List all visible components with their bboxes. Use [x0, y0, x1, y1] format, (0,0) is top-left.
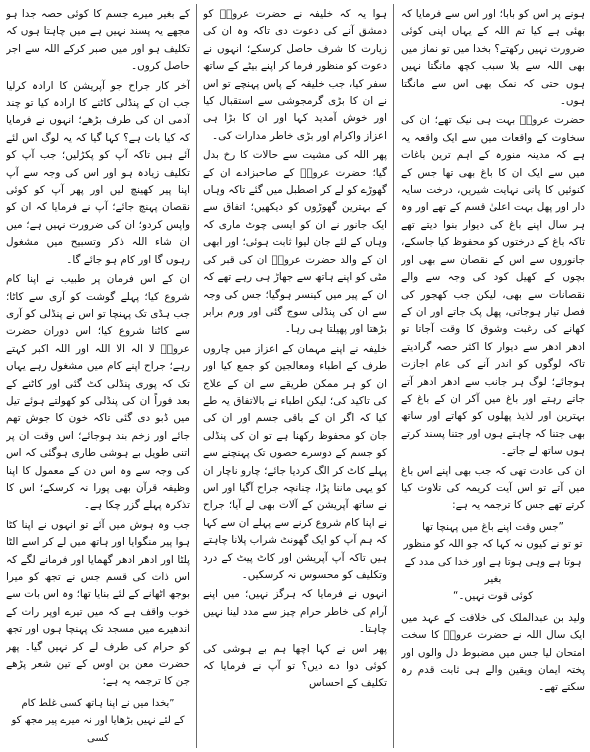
verse-line: کوئی قوت نہیں۔“	[452, 590, 534, 603]
verse-line: ”بخدا میں نے اپنا ہاتھ کسی غلط کام	[21, 697, 175, 709]
verse-line: تو تو نے کیوں نہ کہا کہ جو اللہ کو منظور	[403, 538, 583, 551]
paragraph: ہوا یہ کہ خلیفہ نے حضرت عروہؓ کو دمشق آنے کی دعوت دی تاکہ وہ ان کی زیارت کا شرف حاصل کرسکے؛ انہوں نے دعوت کو منظور فرما کر اپنے بیٹے کے ساتھ سفر کیا، جب خلیفہ کے پاس پہنچے تو اس نے ان کا بڑی گرمجوشی سے استقبال کیا اور خوش آمدید کہا اور ان کا بڑا ہی اعزاز واکرام اور بڑی خاطر مدارات کی۔	[203, 8, 387, 142]
column-divider	[393, 4, 394, 748]
paragraph: پھر اس نے کہا اچھا ہم بے ہوشی کی کوئی دوا دے دیں؟ تو آپ نے فرمایا کہ تکلیف کے احساس	[203, 642, 387, 690]
paragraph: انہوں نے فرمایا کہ ہرگز نہیں؛ میں اپنے آرام کی خاطر حرام چیز سے مدد لینا نہیں چاہتا۔	[203, 588, 387, 636]
column-left	[6, 6, 190, 748]
column-divider	[196, 4, 197, 748]
paragraph: خلیفہ نے اپنے مہمان کے اعزاز میں چاروں طرف کے اطباء ومعالجین کو جمع کیا اور ان کو ہر ممکن طریقے سے ان کے علاج کی تاکید کی؛ لیکن اطباء نے بالاتفاق یہ طے کیا کہ اگر ان کے باقی جسم اور ان کی جان کو محفوظ رکھنا ہے تو ان کی پنڈلی کو جسم کے دوسرے حصوں تک پہنچنے سے پہلے کاٹ کر الگ کردیا جائے؛ چارو ناچار ان کو یہی ماننا پڑا، چنانچہ جراح آگیا اور اس نے ساتھ آپریشن کے آلات بھی لے آیا؛ جراح نے اپنا کام شروع کرنے سے پہلے ان سے کہا کہ ہم آپ کو ایک گھونٹ شراب پلانا چاہتے ہیں تاکہ آپ آپریشن اور کاٹ پیٹ کے درد وتکلیف کو محسوس نہ کرسکیں۔	[203, 342, 387, 581]
verse-line: کے لئے نہیں بڑھایا اور نہ میرے پیر مجھ کو کسی	[11, 715, 185, 744]
verse-line: ”جس وقت اپنے باغ میں پہنچا تھا	[422, 520, 564, 533]
paragraph: حضرت عروہؓ بہت ہی نیک تھے؛ ان کی سخاوت کے واقعات میں سے ایک واقعہ یہ ہے کہ مدینہ منورہ کے اہم ترین باغات میں سے ایک ان کا باغ بھی تھا جس کے کنوئیں کا پانی نہایت شیریں، درخت سایہ دار اور پھل بہت اعلیٰ قسم کے تھے اور وہ ہر سال اپنے باغ کی دیوار بنوا دیتے تھے تاکہ باغ کے درختوں کو محفوظ کیا جاسکے، جانوروں سے اس کے نقصان سے بھی اور بچوں کے کھیل کود کی وجہ سے والے نقصانات سے بھی، لیکن جب کھجور کی فصل تیار ہوجاتی، پھل پک جاتے اور ان کے کھانے کی رغبت وشوق کا وقت آجاتا تو ادھر ادھر سے دیوار کا اکثر حصہ گرادیتے تاکہ لوگوں کو اندر آنے کی عام اجازت ہوجائے؛ لوگ ہر جانب سے ادھر ادھر آتے جاتے رہتے اور باغ میں آکر ان کے باغ کے بہترین اور لذیذ پھلوں کو کھاتے اور ساتھ بھی جتنا کہ چاہتے ہوں اور جتنا پسند کرتے ہوں ساتھ لے جاتے۔	[401, 114, 585, 458]
verse-block	[401, 519, 585, 606]
paragraph: ولید بن عبدالملک کی خلافت کے عہد میں ایک سال اللہ نے حضرت عروہؓ کا سخت امتحان لیا جس میں مضبوط دل والوں اور پختہ ایمان ویقین والے ہی ثابت قدم رہ سکتے تھے۔	[401, 611, 585, 694]
paragraph: پھر اللہ کی مشیت سے حالات کا رخ بدل گیا؛ حضرت عروہؓ کے صاحبزادے ان کے گھوڑے کو لے کر اصطبل میں گئے تاکہ وہاں کے بہترین گھوڑوں کو دیکھیں؛ اتفاق سے ایک جانور نے ان کو ایسی چوٹ ماری کہ وہاں کے لئے جان لیوا ثابت ہوئی؛ اور ابھی ان کے والد حضرت عروہؓ ان کی قبر کی مٹی کو اپنے ہاتھ سے جھاڑ ہی رہے تھے کہ ان کے پیر میں کینسر ہوگیا؛ جس کی وجہ سے ان کی پنڈلی سوج گئی اور ورم برابر بڑھتا اور پھیلتا ہی رہا۔	[203, 149, 387, 336]
column-middle	[203, 6, 387, 748]
paragraph: ان کے اس فرمان پر طبیب نے اپنا کام شروع کیا؛ پہلے گوشت کو آری سے کاٹا؛ جب ہڈی تک پہنچا تو اس نے پنڈلی کو آری سے کاٹنا شروع کیا؛ اس دوران حضرت عروہؓ لا الہ الا اللہ اور اللہ اکبر کہتے رہے؛ جراح اپنے کام میں مشغول رہے یہاں تک کہ پوری پنڈلی کٹ گئی اور کاٹنے کے بعد فوراً ان کی پنڈلی کو کھولتے ہوئے تیل میں ڈبو دی گئی تاکہ خون کا جوش تھم جائے اور زخم بند ہوجائے؛ اس وقت ان پر اتنی طویل بے ہوشی طاری ہوگئی کہ اس کی وجہ سے وہ اس دن کے معمول کا اپنا وظیفہ قرآن بھی پورا نہ کرسکے؛ اس کا تذکرہ پہلے گزر چکا ہے۔	[6, 273, 190, 512]
verse-line: ہوتا ہے وہی ہوتا ہے اور خدا کی مدد کے بغیر	[404, 555, 582, 585]
paragraph: ہونے پر اس کو بابا؛ اور اس سے فرمایا کہ بھئی ہے کیا تم اللہ کے یہاں اپنی کوئی ضرورت نہیں رکھتے؟ بخدا میں تو نماز میں بھی اللہ سے بلا سبب کچھ مانگتا نہیں ہوں حتی کہ نمک بھی اس سے مانگتا ہوں۔	[401, 8, 585, 108]
paragraph: آخر کار جراح جو آپریشن کا ارادہ کرلیا جب ان کے پنڈلی کاٹنے کا ارادہ کیا تو چند آدمی ان کی طرف بڑھے؛ انہوں نے فرمایا کہ کیا بات ہے؟ کہا گیا کہ یہ لوگ اس لئے آئے ہیں تاکہ آپ کو پکڑلیں؛ جب آپ کو تکلیف زیادہ ہو اور اس کی وجہ سے آپ اپنا پیر کھینچ لیں اور پھر آپ کو کوئی نقصان پہنچ جائے؛ آپ نے فرمایا کہ ان کو واپس کردو؛ ان کی ضرورت نہیں ہے؛ میں ان شاء اللہ ذکر وتسبیح میں مشغول رہوں گا اور کام ہو جائے گا۔	[6, 79, 190, 266]
column-right	[401, 6, 585, 748]
paragraph: ان کی عادت تھی کہ جب بھی اپنے اس باغ میں آتے تو اس آیت کریمہ کی تلاوت کیا کرتے تھے جس کا ترجمہ یہ ہے:	[401, 464, 585, 512]
verse-block	[6, 695, 190, 747]
paragraph: جب وہ ہوش میں آئے تو انہوں نے اپنا کٹا ہوا پیر منگوایا اور ہاتھ میں لے کر اسے الٹا پلٹا اور ادھر ادھر گھمایا اور فرمانے لگے کہ اس ذات کی قسم جس نے تجھ کو میرا بوجھ اٹھانے کے لئے بنایا تھا؛ وہ اس بات سے خوب واقف ہے کہ میں تیرے اوپر رات کے اندھیرے میں مسجد تک پہنچا ہوں اور تجھ کو حرام کی طرف لے کر نہیں گیا۔ پھر حضرت معن بن اوس کے تین شعر پڑھے جن کا ترجمہ یہ ہے:	[6, 518, 190, 688]
paragraph: کے بغیر میرے جسم کا کوئی حصہ جدا ہو مجھے یہ پسند نہیں ہے میں چاہتا ہوں کہ تکلیف ہو اور میں صبر کرکے اللہ سے اجر حاصل کروں۔	[6, 8, 190, 73]
